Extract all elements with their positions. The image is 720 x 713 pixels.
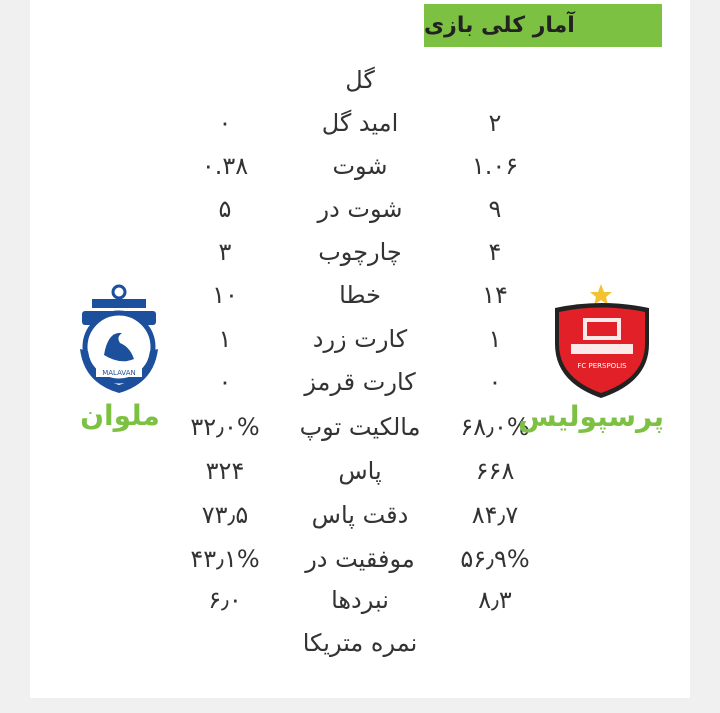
stat-label: شوت xyxy=(332,152,388,180)
home-value: ۶۸٫۰% xyxy=(460,413,530,441)
home-value: ۸۴٫۷ xyxy=(471,501,519,529)
persepolis-logo xyxy=(551,282,653,400)
home-value: ۱۴ xyxy=(482,281,508,309)
stat-row xyxy=(0,539,720,579)
stat-label: امید گل xyxy=(321,109,399,137)
away-value: ۳۲۴ xyxy=(205,457,245,485)
section-header xyxy=(424,4,662,47)
away-value: ۰.۳۸ xyxy=(201,152,249,180)
away-value: ۰ xyxy=(218,109,232,137)
away-value xyxy=(170,60,280,100)
home-value: ۲ xyxy=(488,109,502,137)
home-team-name: پرسپولیس xyxy=(518,400,664,433)
away-value xyxy=(170,623,280,663)
away-value: ۰ xyxy=(218,368,232,396)
anchor-ring-icon xyxy=(113,286,125,298)
stat-label: مالکیت توپ xyxy=(299,413,421,441)
away-logo-text: MALAVAN xyxy=(102,369,136,377)
home-value: ۰ xyxy=(488,368,502,396)
home-value: ۸٫۳ xyxy=(478,586,512,614)
away-value: ۵ xyxy=(218,195,232,223)
home-value xyxy=(440,623,550,663)
away-value: ۳ xyxy=(218,238,232,266)
star-icon xyxy=(590,284,612,305)
stat-label: خطا xyxy=(339,281,381,309)
stat-row xyxy=(0,103,720,143)
stat-label: کارت قرمز xyxy=(304,368,416,396)
stat-row xyxy=(0,232,720,272)
away-team-name: ملوان xyxy=(80,399,160,432)
away-value: ۱۰ xyxy=(212,281,238,309)
stat-label: نمره متریکا xyxy=(302,629,418,657)
away-value: ۳۲٫۰% xyxy=(190,413,260,441)
away-value: ۱ xyxy=(218,325,232,353)
stat-row xyxy=(0,60,720,100)
stat-label: پاس xyxy=(338,457,382,485)
stat-label: چارچوب xyxy=(318,238,402,266)
home-value: ۴ xyxy=(488,238,502,266)
stat-label: گل xyxy=(345,66,375,94)
home-value: ۱ xyxy=(488,325,502,353)
home-value: ۶۶۸ xyxy=(475,457,515,485)
stat-row xyxy=(0,189,720,229)
stat-label: شوت در xyxy=(317,195,403,223)
home-value xyxy=(440,60,550,100)
home-value: ۹ xyxy=(488,195,502,223)
stat-label: کارت زرد xyxy=(312,325,408,353)
away-value: ۶٫۰ xyxy=(208,586,242,614)
stat-row xyxy=(0,495,720,535)
home-logo-text: FC PERSPOLIS xyxy=(577,362,627,370)
stat-row xyxy=(0,623,720,663)
home-value: ۵۶٫۹% xyxy=(460,545,530,573)
malavan-logo xyxy=(74,283,164,401)
stat-label: موفقیت در xyxy=(305,545,415,573)
stat-row xyxy=(0,580,720,620)
away-value: ۷۳٫۵ xyxy=(201,501,249,529)
away-value: ۴۳٫۱% xyxy=(190,545,260,573)
stat-row xyxy=(0,451,720,491)
section-title: آمار کلی بازی xyxy=(424,13,575,38)
home-value: ۱.۰۶ xyxy=(471,152,519,180)
stat-row xyxy=(0,146,720,186)
stat-label: نبردها xyxy=(331,586,389,614)
stat-label: دقت پاس xyxy=(311,501,409,529)
